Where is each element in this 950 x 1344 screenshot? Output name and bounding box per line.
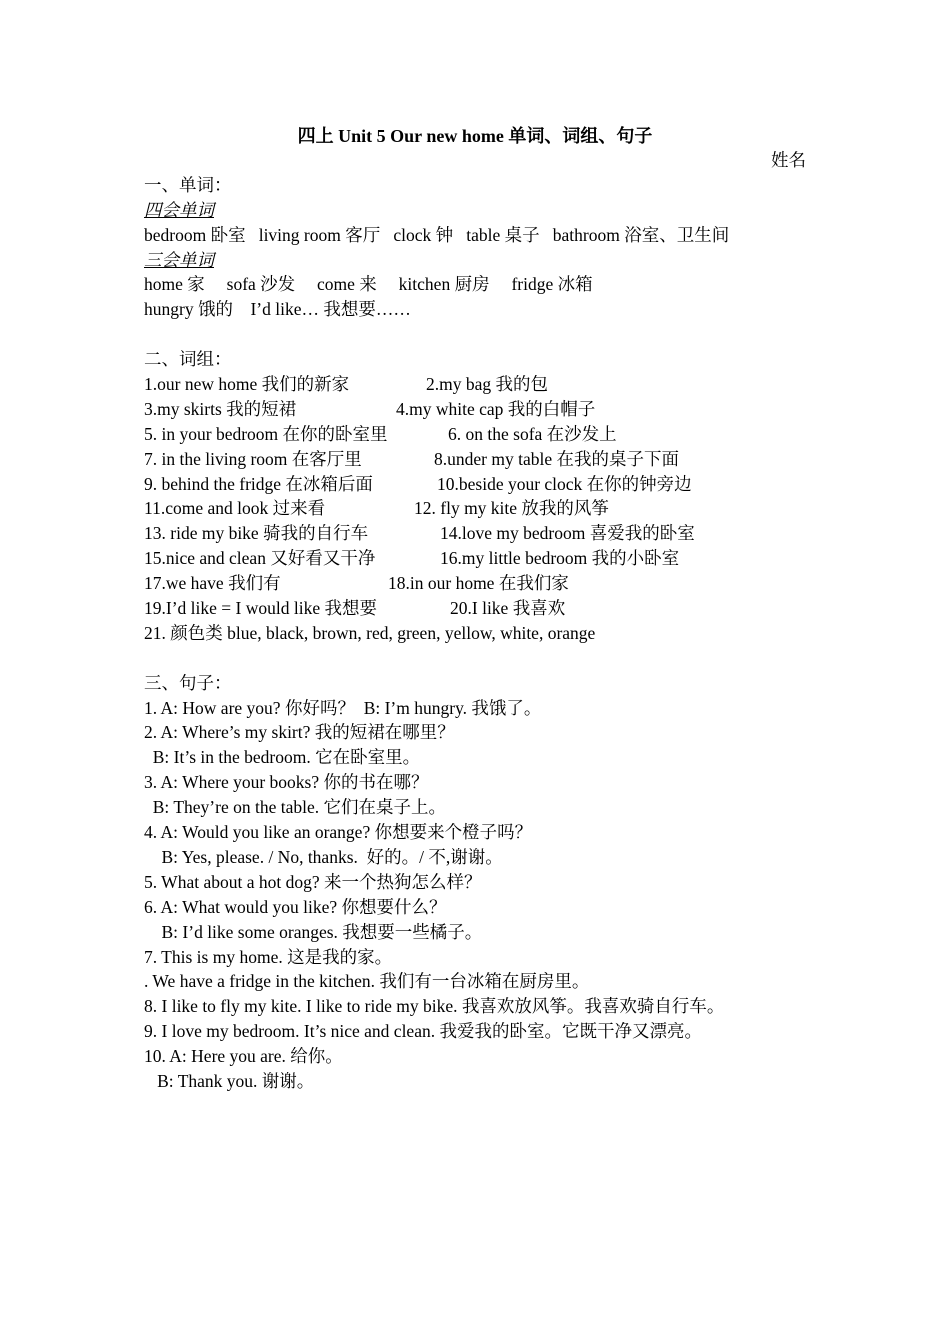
sentence-line: 8. I like to fly my kite. I like to ride my bike. 我喜欢放风筝。我喜欢骑自行车。 <box>144 996 725 1017</box>
phrase-item: 12. fly my kite 放我的风筝 <box>414 498 609 519</box>
four-skill-label: 四会单词 <box>144 199 214 220</box>
three-skill-words-2: hungry 饿的 I’d like… 我想要…… <box>144 299 411 320</box>
phrase-item: 17.we have 我们有 <box>144 573 281 594</box>
phrase-item: 6. on the sofa 在沙发上 <box>448 423 617 444</box>
phrase-item: 15.nice and clean 又好看又干净 <box>144 548 376 569</box>
sentence-line: B: Thank you. 谢谢。 <box>144 1070 315 1091</box>
sentence-line: 7. This is my home. 这是我的家。 <box>144 946 393 967</box>
three-skill-words-1: home 家 sofa 沙发 come 来 kitchen 厨房 fridge 冰箱 <box>144 274 593 295</box>
phrase-item: 11.come and look 过来看 <box>144 498 326 519</box>
sentence-line: B: Yes, please. / No, thanks. 好的。/ 不,谢谢。 <box>144 846 503 867</box>
phrase-item: 5. in your bedroom 在你的卧室里 <box>144 423 388 444</box>
blank-line <box>144 646 814 671</box>
phrase-item: 1.our new home 我们的新家 <box>144 374 350 395</box>
sentence-line: B: They’re on the table. 它们在桌子上。 <box>144 797 446 818</box>
phrase-row <box>144 422 814 447</box>
colors-line: 21. 颜色类 blue, black, brown, red, green, yellow, white, orange <box>144 622 596 643</box>
phrase-item: 3.my skirts 我的短裙 <box>144 398 297 419</box>
phrase-item: 8.under my table 在我的桌子下面 <box>434 448 679 469</box>
sentence-line: 10. A: Here you are. 给你。 <box>144 1046 343 1067</box>
phrase-row <box>144 496 814 521</box>
phrase-item: 10.beside your clock 在你的钟旁边 <box>437 473 692 494</box>
phrase-item: 2.my bag 我的包 <box>426 374 549 395</box>
phrase-item: 20.I like 我喜欢 <box>450 598 566 619</box>
sentence-line: . We have a fridge in the kitchen. 我们有一台冰箱在厨房里。 <box>144 971 590 992</box>
sentence-line: 2. A: Where’s my skirt? 我的短裙在哪里？ <box>144 722 455 743</box>
document-page <box>144 124 814 1094</box>
phrase-item: 18.in our home 在我们家 <box>388 573 569 594</box>
phrase-row <box>144 571 814 596</box>
phrase-item: 13. ride my bike 骑我的自行车 <box>144 523 369 544</box>
sentence-line: 4. A: Would you like an orange? 你想要来个橙子吗？ <box>144 822 533 843</box>
sentence-line: 1. A: How are you? 你好吗？ B: I’m hungry. 我饿了。 <box>144 697 542 718</box>
sentence-line: 5. What about a hot dog? 来一个热狗怎么样？ <box>144 871 482 892</box>
phrase-row <box>144 472 814 497</box>
sentence-line: 3. A: Where your books? 你的书在哪？ <box>144 772 429 793</box>
sentence-line: B: I’d like some oranges. 我想要一些橘子。 <box>144 921 483 942</box>
blank-line <box>144 322 814 347</box>
phrase-row <box>144 596 814 621</box>
section-1-heading: 一、单词： <box>144 174 232 195</box>
name-label: 姓名 <box>771 150 806 170</box>
phrase-item: 19.I’d like = I would like 我想要 <box>144 598 377 619</box>
sentence-line: 6. A: What would you like? 你想要什么？ <box>144 896 447 917</box>
phrase-item: 14.love my bedroom 喜爱我的卧室 <box>440 523 695 544</box>
section-3-heading: 三、句子： <box>144 672 232 693</box>
phrase-row <box>144 546 814 571</box>
phrase-item: 7. in the living room 在客厅里 <box>144 448 362 469</box>
phrase-row <box>144 397 814 422</box>
phrase-item: 4.my white cap 我的白帽子 <box>396 398 596 419</box>
phrase-item: 16.my little bedroom 我的小卧室 <box>440 548 680 569</box>
document-title: 四上 Unit 5 Our new home 单词、词组、句子 <box>297 126 653 146</box>
sentence-line: B: It’s in the bedroom. 它在卧室里。 <box>144 747 421 768</box>
phrase-item: 9. behind the fridge 在冰箱后面 <box>144 473 373 494</box>
sentence-line: 9. I love my bedroom. It’s nice and clean. 我爱我的卧室。它既干净又漂亮。 <box>144 1021 702 1042</box>
section-2-heading: 二、词组： <box>144 349 232 370</box>
phrase-row <box>144 447 814 472</box>
three-skill-label: 三会单词 <box>144 249 214 270</box>
phrase-row <box>144 372 814 397</box>
four-skill-words: bedroom 卧室 living room 客厅 clock 钟 table 桌子 bathroom 浴室、卫生间 <box>144 224 730 245</box>
phrase-row <box>144 521 814 546</box>
